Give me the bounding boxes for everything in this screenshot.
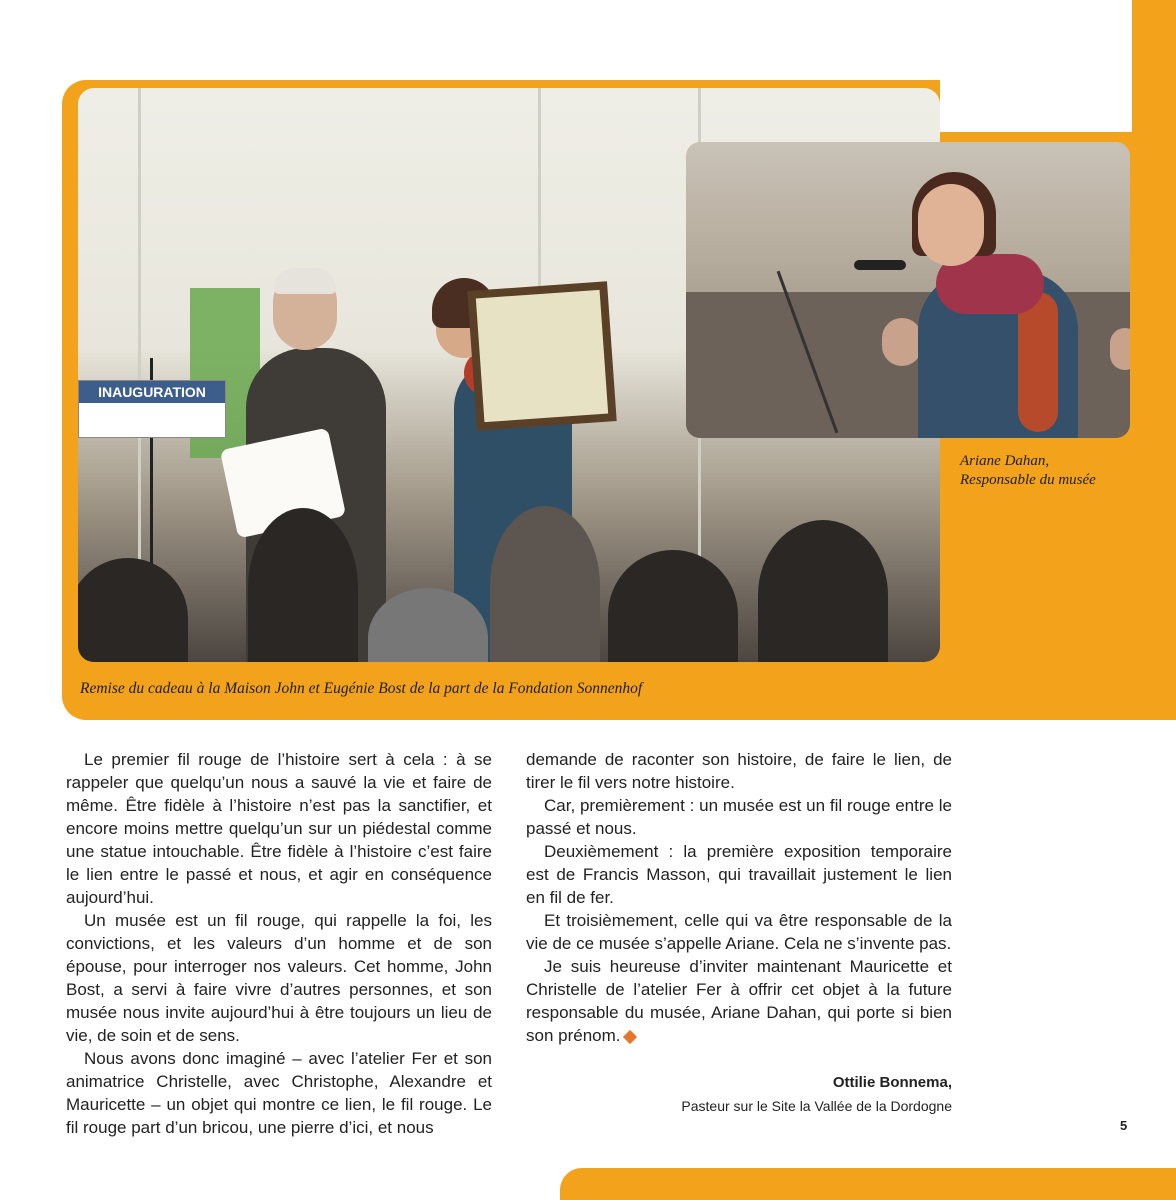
inset-photo-ariane — [686, 142, 1130, 438]
paragraph: Et troisièmement, celle qui va être responsable de la vie de ce musée s’appelle Ariane. Cela ne s’invente pas. — [526, 911, 952, 953]
inauguration-sign — [78, 380, 226, 438]
orange-side-strip — [1132, 0, 1176, 720]
audience-head — [608, 550, 738, 662]
signature-role: Pasteur sur le Site la Vallée de la Dordogne — [681, 1098, 952, 1114]
paragraph: Un musée est un fil rouge, qui rappelle la foi, les convictions, et les valeurs d’un homme et de son épouse, pour interroger nos valeurs. Cet homme, John Bost, a servi à faire vivre d’autres personnes, et son musée nous invite aujourd’hui à être toujours un lieu de vie, de soin et de sens. — [66, 911, 492, 1045]
inset-photo-caption: Ariane Dahan, Responsable du musée — [960, 453, 1096, 488]
framed-gift — [467, 281, 616, 430]
paragraph: Nous avons donc imaginé – avec l’atelier Fer et son animatrice Christelle, avec Christophe, Alexandre et Mauricette – un objet qui montre ce lien, le fil rouge. Le fil rouge part d’un bricou, une pierre d’ici, et nous — [66, 1049, 492, 1137]
audience-head — [248, 508, 358, 662]
paragraph: Le premier fil rouge de l’histoire sert à cela : à se rappeler que quelqu’un nous a sauvé la vie et faire de même. Être fidèle à l’histoire n’est pas la sanctifier, et encore moins mettre quelqu’un sur un piédestal comme une statue intouchable. Être fidèle à l’histoire c’est faire le lien entre le passé et nous, et agir en conséquence aujourd’hui. — [66, 750, 492, 907]
text-column-right — [526, 748, 952, 1047]
audience-head — [490, 506, 600, 662]
audience-head — [78, 558, 188, 662]
inset-microphone — [854, 260, 906, 270]
framed-gift-document — [476, 290, 608, 422]
signature-name: Ottilie Bonnema, — [832, 1074, 952, 1091]
inset-background-man — [882, 318, 922, 366]
inauguration-sign-title: INAUGURATION — [79, 381, 225, 403]
audience-head — [758, 520, 888, 662]
ariane-arm — [1018, 292, 1058, 432]
paragraph-last — [526, 955, 952, 1047]
ariane-head — [918, 184, 984, 266]
page-corner-white — [940, 40, 1132, 132]
paragraph-text: Je suis heureuse d’inviter maintenant Mauricette et Christelle de l’atelier Fer à offrir cet objet à la future responsable du musée, Ariane Dahan, qui porte si bien son prénom. — [526, 957, 952, 1045]
page-number: 5 — [1120, 1118, 1128, 1133]
paragraph: Deuxièmement : la première exposition temporaire est de Francis Masson, qui travaillait justement le lien en fil de fer. — [526, 842, 952, 907]
text-page-right — [1132, 720, 1176, 1168]
paragraph: Car, premièrement : un musée est un fil rouge entre le passé et nous. — [526, 796, 952, 838]
inset-background-man — [1110, 328, 1130, 370]
orange-bottom-band — [560, 1168, 1176, 1200]
main-photo-caption: Remise du cadeau à la Maison John et Eugénie Bost de la part de la Fondation Sonnenhof — [80, 680, 643, 697]
text-column-left — [66, 748, 492, 1139]
end-diamond-icon — [622, 1029, 636, 1043]
paragraph: demande de raconter son histoire, de faire le lien, de tirer le fil vers notre histoire. — [526, 750, 952, 792]
speaker-man-hair — [274, 268, 336, 294]
